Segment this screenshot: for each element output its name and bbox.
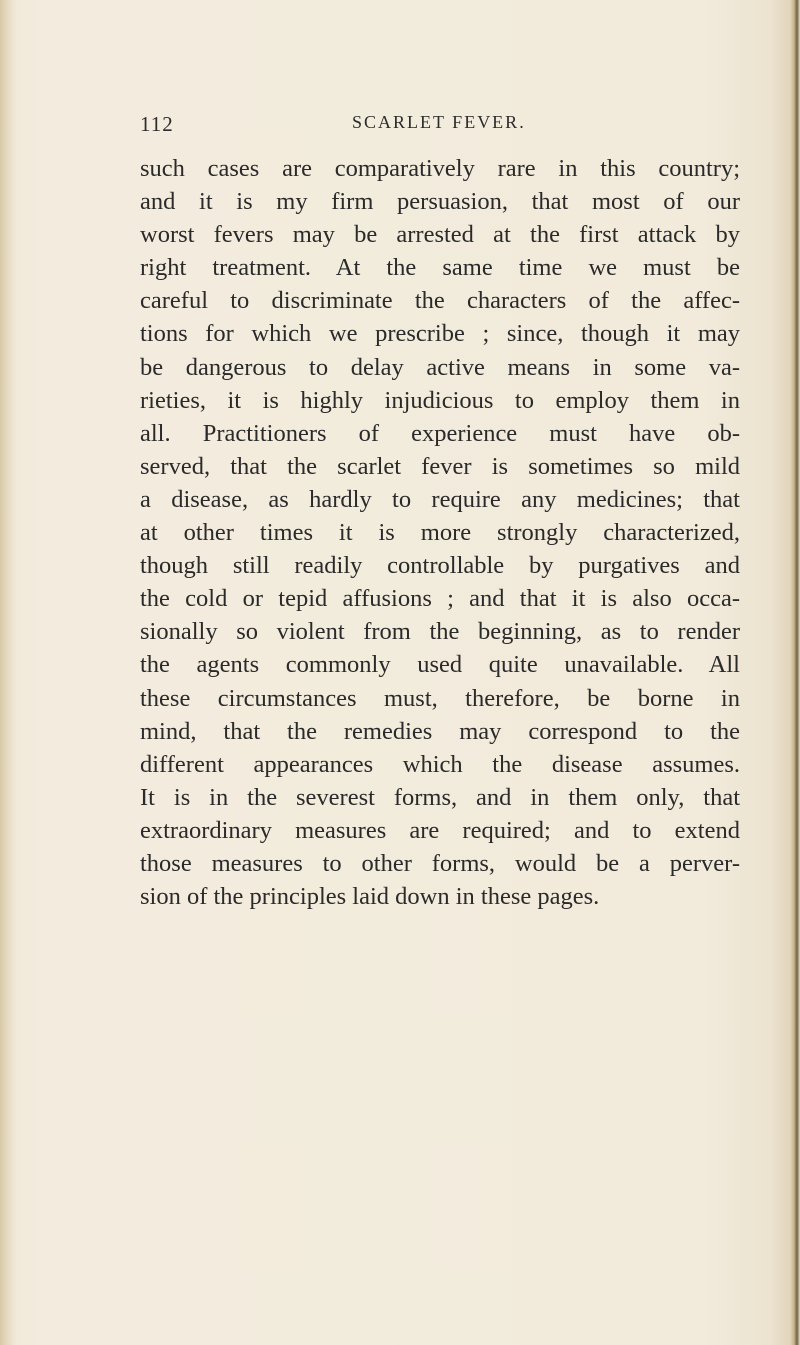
text-line: tions for which we prescribe ; since, though it may <box>140 320 740 348</box>
text-line: worst fevers may be arrested at the first attack by <box>140 221 740 249</box>
text-line: different appearances which the disease assumes. <box>140 750 740 778</box>
text-line: the cold or tepid affusions ; and that it is also occa- <box>140 585 740 613</box>
page-number: 112 <box>140 112 174 136</box>
running-head <box>140 112 740 142</box>
running-title: SCARLET FEVER. <box>352 112 526 132</box>
text-line: rieties, it is highly injudicious to employ them in <box>140 386 740 414</box>
text-line: sionally so violent from the beginning, as to render <box>140 618 740 646</box>
text-line: sion of the principles laid down in these pages. <box>140 883 600 911</box>
text-line: and it is my firm persuasion, that most of our <box>140 188 740 216</box>
text-line: these circumstances must, therefore, be borne in <box>140 684 740 712</box>
text-line: a disease, as hardly to require any medicines; that <box>140 485 740 513</box>
text-line: mind, that the remedies may correspond to the <box>140 717 740 745</box>
page-gutter-shadow <box>0 0 14 1345</box>
text-line: be dangerous to delay active means in some va- <box>140 353 740 381</box>
text-line: served, that the scarlet fever is sometimes so mild <box>140 452 740 480</box>
text-line: though still readily controllable by purgatives and <box>140 552 740 580</box>
text-line: those measures to other forms, would be a perver- <box>140 849 740 877</box>
text-line: all. Practitioners of experience must have ob- <box>140 419 740 447</box>
text-line: careful to discriminate the characters of the affec- <box>140 287 740 315</box>
text-line: at other times it is more strongly characterized, <box>140 519 740 547</box>
body-paragraph <box>140 152 740 913</box>
text-line: extraordinary measures are required; and to extend <box>140 816 740 844</box>
text-line: It is in the severest forms, and in them only, that <box>140 783 740 811</box>
text-line: such cases are comparatively rare in this country; <box>140 155 740 182</box>
text-line: right treatment. At the same time we must be <box>140 254 740 282</box>
page-edge-shadow <box>790 0 800 1345</box>
text-line: the agents commonly used quite unavailable. All <box>140 651 740 679</box>
